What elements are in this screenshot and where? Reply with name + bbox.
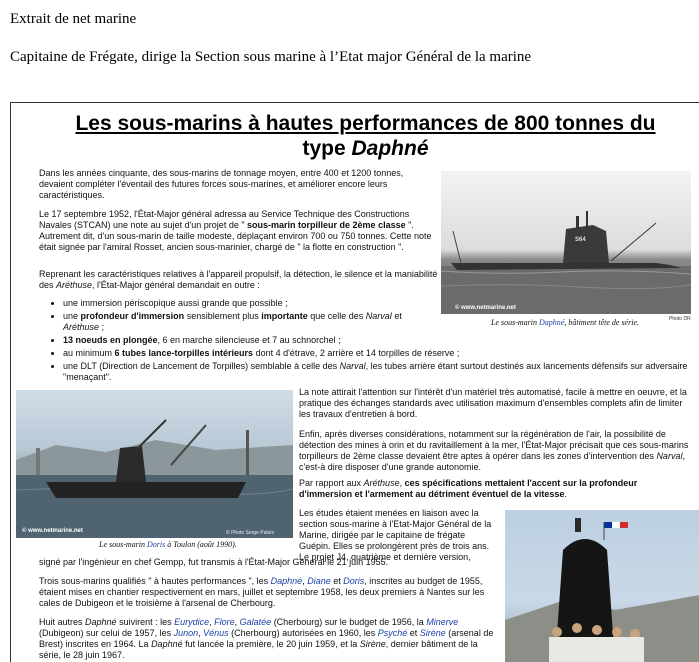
list-item: • 13 noeuds en plongée, 6 en marche silencieuse et 7 au schnorchel ; [63,335,699,346]
photo-daphne-at-sea [441,171,691,314]
paragraph-4: La note attirait l'attention sur l'intérêt d'un matériel très automatisé, facile à mettre en oeuvre, et la pratique des échanges standards avec utilisation maximum d'ensembles complets afin de limiter les travaux d'entretien à bord. [299,387,687,419]
list-item: • une immersion périscopique aussi grande que possible ; [63,298,699,309]
photo2-credit: © Photo Serge Paleis [226,530,274,536]
photo1-caption-link[interactable]: Daphné [539,318,565,327]
paragraph-9: Huit autres Daphné suivirent : les Eurydice, Flore, Galatée (Cherbourg) sur le budget de 1956, la Minerve (Dubigeon) sur celui de 1957, les Junon, Vénus (Cherbourg) autorisées en 1960, les Psyché et Sirène (arsenal de Brest) inscrites en 1964. La Daphné fut lancée la première, le 20 juin 1959, et la Sirène, dernier bâtiment de la série, le 28 juin 1967. [39,617,494,660]
photo2-watermark: © www.netmarine.net [22,528,83,534]
photo2-caption [99,540,237,549]
requirements-list [49,298,699,383]
paragraph-7-cont: signé par l'ingénieur en chef Gempp, fut transmis à l'État-Major Général le 21 juin 1955. [39,557,389,567]
list-item: • au minimum 6 tubes lance-torpilles intérieurs dont 4 d'étrave, 2 arrière et 14 torpilles de réserve ; [63,348,699,359]
submarine-illustration-1 [441,171,691,314]
paragraph-3: Reprenant les caractéristiques relatives à l'appareil propulsif, la détection, le silence et la maniabilité des Aréthuse, l'État-Major général demandait en outre : [39,269,438,290]
list-item: • une DLT (Direction de Lancement de Torpilles) semblable à celle des Narval, les tubes arrière étant surtout destinés aux lancements défensifs sur adversaire "menaçant". [63,361,699,383]
photo-crew-on-sail [505,510,699,662]
paragraph-5: Enfin, après diverses considérations, notamment sur la régénération de l'air, la possibilité de détection des mines à orin et du ravitaillement à la mer, l'État-Major précisait que ces sous-marins torpilleurs de 2ème classe devaient être aptes à opérer dans les zones d'intervention des Narval, c'est-à dire disposer d'une grande autonomie. [299,429,689,472]
photo1-caption-c: , bâtiment tête de série. [564,318,639,327]
photo1-credit: Photo DR [669,316,691,322]
photo2-caption-c: à Toulon (août 1990). [165,540,237,549]
submarine-illustration-2 [16,390,293,538]
photo1-watermark: © www.netmarine.net [455,305,516,311]
list-item: • une profondeur d'immersion sensiblement plus importante que celle des Narval et Aréthuse ; [63,311,438,333]
paragraph-6: Par rapport aux Aréthuse, ces spécifications mettaient l'accent sur la profondeur d'immersion et l'armement au détriment éventuel de la vitesse. [299,478,638,499]
paragraph-8: Trois sous-marins qualifiés " à hautes performances ", les Daphné, Diane et Doris, inscrites au budget de 1955, étaient mises en chantier respectivement en mars, juillet et septembre 1958, les deux premiers à Nantes sur les cales de Dubigeon et le troisième à l'arsenal de Cherbourg. [39,576,485,608]
photo-doris-toulon [16,390,293,538]
paragraph-2: Le 17 septembre 1952, l'État-Major général adressa au Service Technique des Constructions Navales (STCAN) une note au sujet d'un projet de " sous-marin torpilleur de 2ème classe ". Autrement dit, d'un sous-marin de taille modeste, déplaçant environ 700 ou 750 tonnes. Cette note était signée par l'amiral Rosset, ancien sous-marinier, chargé de " la flotte en construction ". [39,209,432,252]
intro-line-1: Extrait de net marine [10,11,137,27]
paragraph-1: Dans les années cinquante, des sous-marins de tonnage moyen, entre 400 et 1200 tonnes, devaient compléter l'éventail des futures forces sous-marines, et améliorer encore leurs caractéristiques. [39,168,404,200]
photo1-sail-number: S64 [575,237,586,243]
paragraph-7: Les études étaient menées en liaison avec la section sous-marine à l'Etat-Major Général de la Marine, dirigée par le capitaine de frégate Guépin. Elles se prolongèrent près de trois ans. Le projet J4, quatrième et dernière version, [299,508,492,562]
title-line-1: Les sous-marins à hautes performances de 800 tonnes du [75,112,656,135]
photo2-caption-a: Le sous-marin [99,540,148,549]
photo1-caption-a: Le sous-marin [491,318,540,327]
intro-line-2: Capitaine de Frégate, dirige la Section sous marine à l’Etat major Général de la marine [10,49,532,65]
crew-illustration [505,510,699,662]
article-frame [10,102,699,662]
article-title [31,111,699,161]
photo2-caption-link[interactable]: Doris [147,540,166,549]
title-type-prefix: type [302,137,352,160]
title-daphne: Daphné [351,137,429,160]
